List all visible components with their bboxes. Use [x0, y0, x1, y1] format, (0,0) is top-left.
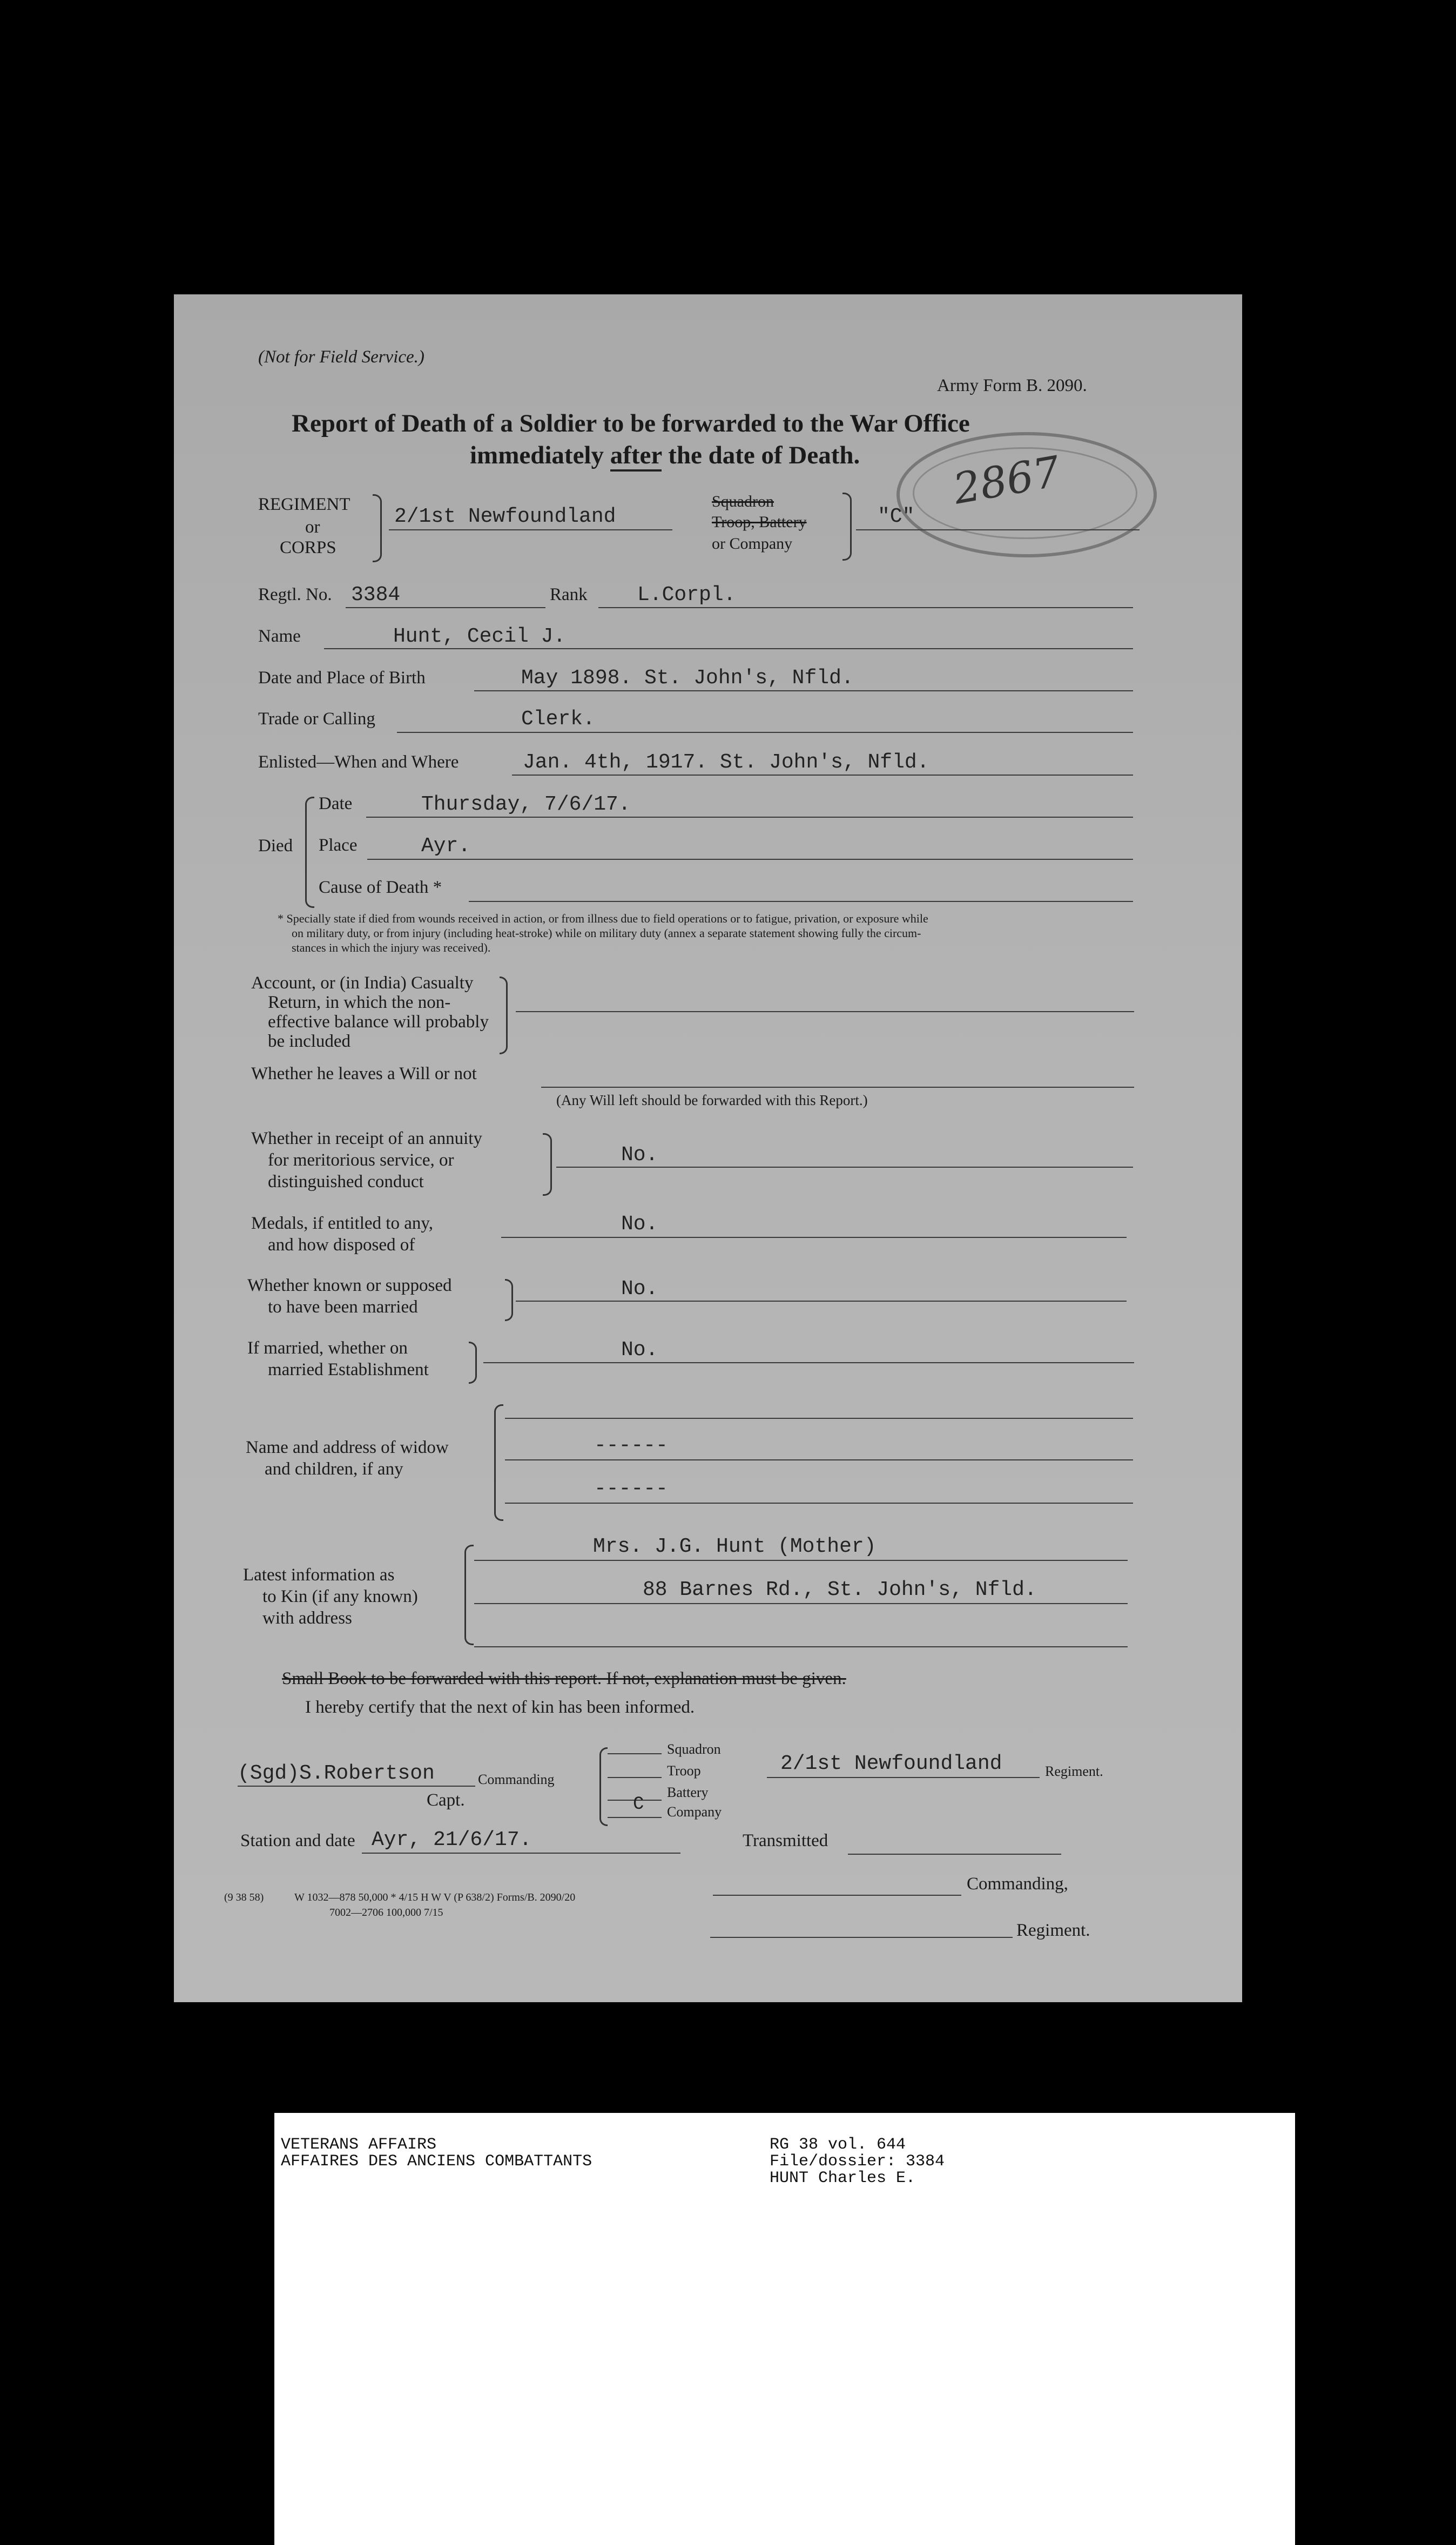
archive-label-right-1: RG 38 vol. 644 — [770, 2136, 906, 2154]
company-value: "C" — [878, 505, 915, 528]
kin-label-1: Latest information as — [243, 1565, 395, 1585]
transmitted-label: Transmitted — [743, 1831, 828, 1850]
signature-line — [238, 1786, 475, 1787]
form-title-line-1: Report of Death of a Soldier to be forwarded to the War Office — [292, 409, 970, 437]
rank-line — [598, 607, 1133, 608]
regiment-label: REGIMENT — [258, 495, 350, 514]
unit-brace — [842, 493, 852, 561]
birth-value: May 1898. St. John's, Nfld. — [521, 666, 854, 690]
establishment-line — [483, 1362, 1134, 1363]
archive-label-left-1: VETERANS AFFAIRS — [281, 2136, 437, 2154]
kin-underline-2 — [474, 1603, 1128, 1604]
establishment-brace — [469, 1342, 477, 1384]
archive-label-right-3: HUNT Charles E. — [770, 2169, 916, 2187]
printer-line-1: W 1032—878 50,000 * 4/15 H W V (P 638/2) Forms/B. 2090/20 — [294, 1891, 576, 1903]
army-form-number: Army Form B. 2090. — [937, 376, 1087, 395]
died-brace — [305, 797, 314, 908]
signature-unit-brace — [599, 1747, 608, 1826]
married-label-1: Whether known or supposed — [247, 1276, 452, 1295]
widow-line-1 — [505, 1418, 1133, 1419]
signature-regiment-label: Regiment. — [1045, 1763, 1103, 1779]
account-label-3: effective balance will probably — [268, 1012, 489, 1032]
signature-regiment-line — [767, 1777, 1040, 1778]
account-label-4: be included — [268, 1032, 351, 1051]
troop-battery-label: Troop, Battery — [712, 513, 807, 531]
trade-value: Clerk. — [521, 708, 595, 731]
rank-value: L.Corpl. — [637, 583, 736, 607]
enlisted-line — [512, 775, 1133, 776]
squadron-line — [608, 1753, 662, 1754]
birth-line — [474, 690, 1133, 691]
printer-code: (9 38 58) — [224, 1891, 264, 1903]
signature-squadron-label: Squadron — [667, 1741, 721, 1757]
trade-label: Trade or Calling — [258, 709, 375, 729]
died-place-line — [367, 859, 1133, 860]
married-label-2: to have been married — [268, 1297, 418, 1317]
establishment-value: No. — [621, 1338, 658, 1362]
married-brace — [505, 1279, 513, 1321]
widow-line-2 — [505, 1459, 1133, 1460]
commanding-line — [713, 1895, 961, 1896]
kin-line-2: 88 Barnes Rd., St. John's, Nfld. — [643, 1578, 1037, 1601]
died-place-value: Ayr. — [421, 834, 471, 858]
form-title-line-2: immediately after the date of Death. — [470, 441, 860, 470]
died-date-line — [366, 817, 1133, 818]
medals-line — [501, 1237, 1127, 1238]
transmitted-regiment-label: Regiment. — [1016, 1921, 1090, 1940]
annuity-brace — [543, 1133, 552, 1196]
footnote-line-1: * Specially state if died from wounds received in action, or from illness due to field operations or to fatigue, privation, or exposure while — [278, 912, 928, 925]
widow-brace — [494, 1404, 503, 1521]
regiment-line — [389, 529, 672, 530]
annuity-label-3: distinguished conduct — [268, 1172, 424, 1191]
signature-company-value: C — [633, 1794, 644, 1815]
regiment-value: 2/1st Newfoundland — [394, 505, 616, 528]
signature-name: (Sgd)S.Robertson — [238, 1762, 435, 1785]
rank-label: Rank — [550, 585, 588, 604]
annuity-value: No. — [621, 1143, 658, 1167]
kin-brace — [464, 1545, 474, 1645]
annuity-line — [556, 1167, 1133, 1168]
regtl-no-line — [346, 607, 545, 608]
company-line-sig — [608, 1817, 662, 1818]
regtl-no-value: 3384 — [351, 583, 401, 607]
signature-regiment-value: 2/1st Newfoundland — [780, 1752, 1002, 1775]
account-label-1: Account, or (in India) Casualty — [251, 973, 474, 993]
kin-label-2: to Kin (if any known) — [262, 1587, 418, 1606]
kin-underline-3 — [474, 1646, 1128, 1647]
medals-value: No. — [621, 1213, 658, 1236]
widow-line-3 — [505, 1503, 1133, 1504]
annuity-label-1: Whether in receipt of an annuity — [251, 1129, 482, 1148]
small-book-struck-line: Small Book to be forwarded with this report. If not, explanation must be given. — [282, 1669, 846, 1688]
not-for-field-service: (Not for Field Service.) — [258, 347, 424, 367]
regiment-brace — [373, 494, 382, 562]
footnote-line-2: on military duty, or from injury (including heat-stroke) while on military duty (annex a separate statement showing fully the circum- — [292, 926, 921, 940]
died-label: Died — [258, 836, 293, 856]
died-place-label: Place — [319, 836, 358, 855]
name-value: Hunt, Cecil J. — [393, 625, 566, 648]
account-brace — [500, 977, 508, 1054]
printer-line-2: 7002—2706 100,000 7/15 — [329, 1907, 443, 1918]
signature-troop-label: Troop — [667, 1763, 701, 1779]
or-company-label: or Company — [712, 535, 793, 553]
account-label-2: Return, in which the non- — [268, 993, 451, 1012]
archive-label-right-2: File/dossier: 3384 — [770, 2152, 945, 2171]
birth-label: Date and Place of Birth — [258, 668, 426, 688]
signature-rank: Capt. — [427, 1790, 465, 1810]
widow-label-1: Name and address of widow — [246, 1438, 449, 1457]
cause-of-death-line — [469, 901, 1133, 902]
died-date-value: Thursday, 7/6/17. — [421, 793, 631, 816]
station-value: Ayr, 21/6/17. — [372, 1828, 532, 1851]
signature-battery-label: Battery — [667, 1785, 709, 1800]
kin-underline-1 — [474, 1560, 1128, 1561]
company-line — [856, 529, 1140, 530]
name-line — [324, 648, 1133, 649]
regiment-or-label: or — [305, 517, 320, 537]
name-label: Name — [258, 627, 301, 646]
widow-value-1: ------ — [594, 1434, 668, 1457]
trade-line — [397, 732, 1133, 733]
account-line — [516, 1011, 1134, 1012]
station-line — [362, 1853, 680, 1854]
transmitted-regiment-line — [710, 1937, 1013, 1938]
will-line — [541, 1087, 1134, 1088]
archive-label-left-2: AFFAIRES DES ANCIENS COMBATTANTS — [281, 2152, 592, 2171]
medals-label-1: Medals, if entitled to any, — [251, 1214, 433, 1233]
died-date-label: Date — [319, 794, 353, 813]
cause-of-death-label: Cause of Death * — [319, 878, 442, 897]
married-line — [516, 1301, 1127, 1302]
stamp-number: 2867 — [949, 447, 1064, 514]
enlisted-label: Enlisted—When and Where — [258, 752, 459, 772]
signature-commanding-label: Commanding — [478, 1772, 555, 1787]
married-value: No. — [621, 1277, 658, 1301]
annuity-label-2: for meritorious service, or — [268, 1150, 454, 1170]
establishment-label-1: If married, whether on — [247, 1338, 408, 1358]
station-label: Station and date — [240, 1831, 355, 1850]
signature-company-label: Company — [667, 1804, 722, 1820]
medals-label-2: and how disposed of — [268, 1235, 415, 1255]
transmitted-line — [848, 1854, 1061, 1855]
troop-line — [608, 1777, 662, 1778]
enlisted-value: Jan. 4th, 1917. St. John's, Nfld. — [523, 751, 929, 774]
widow-label-2: and children, if any — [265, 1459, 403, 1479]
establishment-label-2: married Establishment — [268, 1360, 429, 1379]
footnote-line-3: stances in which the injury was received). — [292, 941, 491, 954]
kin-line-1: Mrs. J.G. Hunt (Mother) — [593, 1535, 877, 1558]
will-note: (Any Will left should be forwarded with this Report.) — [556, 1092, 868, 1108]
corps-label: CORPS — [280, 538, 336, 557]
transmitted-commanding-label: Commanding, — [967, 1874, 1068, 1894]
certify-statement: I hereby certify that the next of kin has been informed. — [305, 1698, 695, 1717]
widow-value-2: ------ — [594, 1477, 668, 1500]
regtl-no-label: Regtl. No. — [258, 585, 332, 604]
kin-label-3: with address — [262, 1608, 352, 1628]
squadron-label: Squadron — [712, 493, 774, 510]
will-label: Whether he leaves a Will or not — [251, 1064, 477, 1083]
